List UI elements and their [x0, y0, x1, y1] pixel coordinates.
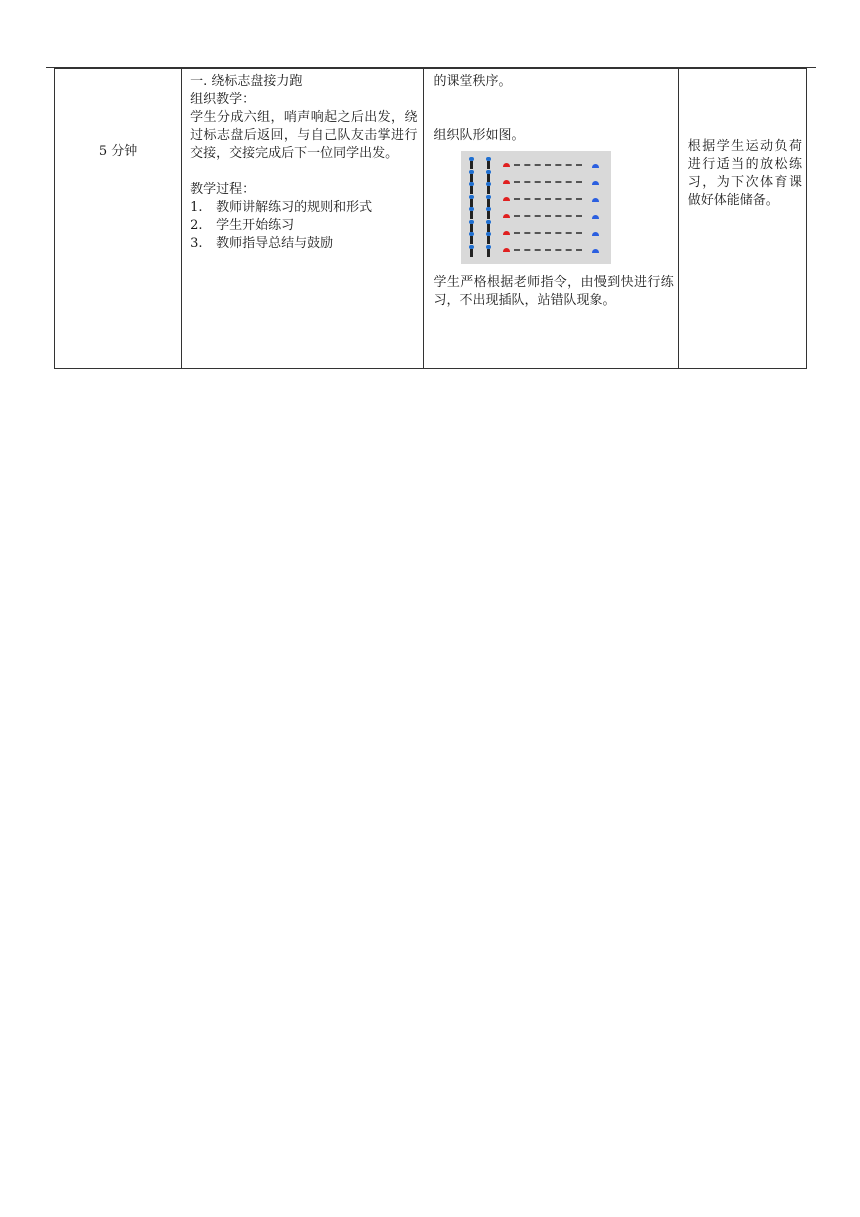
- step-item: [190, 217, 417, 235]
- red-cone-icon: [503, 197, 510, 201]
- student-figure-icon: [469, 207, 474, 219]
- student-figure-icon: [469, 220, 474, 232]
- org-top-text: 的课堂秩序。: [433, 74, 512, 89]
- note-text: 根据学生运动负荷进行适当的放松练习，为下次体育课做好体能储备。: [687, 139, 802, 208]
- student-figure-icon: [469, 157, 474, 169]
- step-text: 学生开始练习: [216, 218, 295, 233]
- time-cell: [55, 69, 182, 369]
- blue-cone-icon: [592, 181, 599, 185]
- org-bottom-text: 学生严格根据老师指令，由慢到快进行练习，不出现插队，站错队现象。: [433, 275, 674, 308]
- student-figure-icon: [469, 182, 474, 194]
- dashed-path-line: [514, 164, 582, 166]
- blue-cone-icon: [592, 215, 599, 219]
- blue-cone-icon: [592, 249, 599, 253]
- red-cone-icon: [503, 248, 510, 252]
- step-text: 教师讲解练习的规则和形式: [216, 200, 373, 215]
- note-cell: [678, 69, 806, 369]
- student-figure-icon: [486, 220, 491, 232]
- org-heading: 组织教学：: [190, 92, 256, 107]
- student-figure-icon: [486, 157, 491, 169]
- organization-cell: [424, 69, 678, 369]
- red-cone-icon: [503, 163, 510, 167]
- student-figure-icon: [486, 232, 491, 244]
- red-cone-icon: [503, 214, 510, 218]
- red-cone-icon: [503, 180, 510, 184]
- step-number: 1.: [190, 200, 203, 215]
- dashed-path-line: [514, 249, 582, 251]
- student-figure-icon: [486, 170, 491, 182]
- dashed-path-line: [514, 215, 582, 217]
- process-heading: 教学过程：: [190, 182, 256, 197]
- blue-cone-icon: [592, 164, 599, 168]
- dashed-path-line: [514, 198, 582, 200]
- table-row: [55, 69, 807, 369]
- dashed-path-line: [514, 181, 582, 183]
- formation-diagram: [461, 151, 611, 264]
- blue-cone-icon: [592, 198, 599, 202]
- student-figure-icon: [469, 245, 474, 257]
- formation-label: 组织队形如图。: [433, 128, 525, 143]
- content-cell: [182, 69, 424, 369]
- student-figure-icon: [486, 195, 491, 207]
- step-item: [190, 199, 417, 217]
- lesson-table: [54, 68, 807, 369]
- student-figure-icon: [469, 170, 474, 182]
- student-figure-icon: [486, 245, 491, 257]
- step-item: [190, 235, 417, 253]
- red-cone-icon: [503, 231, 510, 235]
- student-figure-icon: [486, 207, 491, 219]
- student-figure-icon: [486, 182, 491, 194]
- student-figure-icon: [469, 195, 474, 207]
- student-figure-icon: [469, 232, 474, 244]
- activity-title: 一. 绕标志盘接力跑: [190, 74, 303, 89]
- blue-cone-icon: [592, 232, 599, 236]
- step-number: 3.: [190, 236, 203, 251]
- time-text: 5 分钟: [98, 144, 138, 159]
- org-text: 学生分成六组，哨声响起之后出发，绕过标志盘后返回，与自己队友击掌进行交接，交接完成后下一位同学出发。: [190, 110, 418, 161]
- step-number: 2.: [190, 218, 203, 233]
- step-text: 教师指导总结与鼓励: [216, 236, 334, 251]
- dashed-path-line: [514, 232, 582, 234]
